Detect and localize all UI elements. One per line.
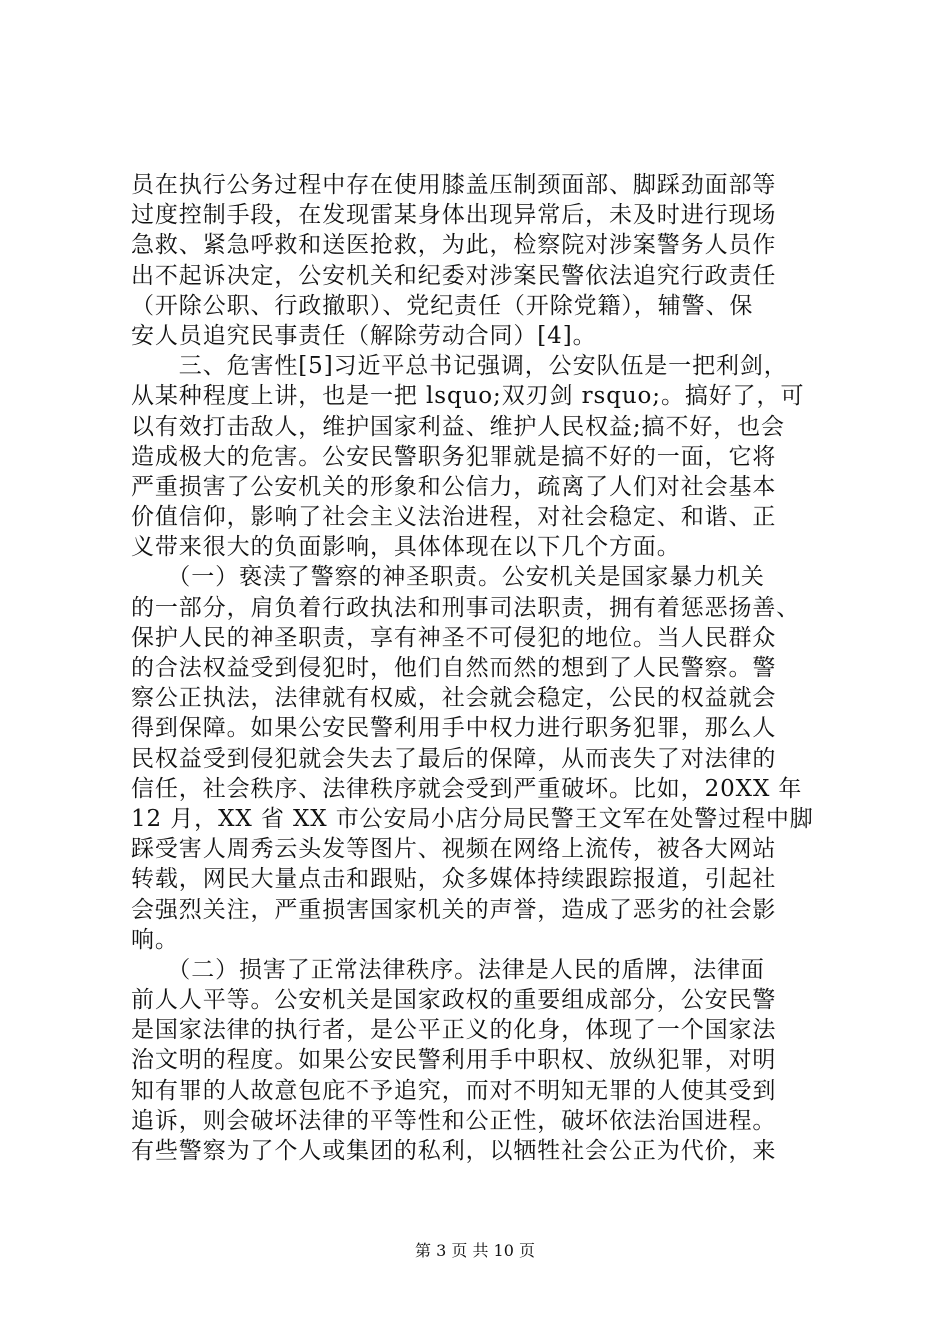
text-line: 得到保障。如果公安民警利用手中权力进行职务犯罪，那么人 [131,715,777,742]
text-line: 严重损害了公安机关的形象和公信力，疏离了人们对社会基本 [131,473,777,500]
text-line: 有些警察为了个人或集团的私利，以牺牲社会公正为代价，来 [131,1138,777,1164]
text-line: 察公正执法，法律就有权威，社会就会稳定，公民的权益就会 [131,685,777,712]
text-line: 响。 [131,926,179,953]
text-line: （开除公职、行政撤职）、党纪责任（开除党籍），辅警、保 [131,292,754,319]
text-line: 急救、紧急呼救和送医抢救，为此，检察院对涉案警务人员作 [131,232,777,259]
text-line: （二）损害了正常法律秩序。法律是人民的盾牌，法律面 [131,956,765,983]
body-text [131,170,831,1166]
text-line: 的合法权益受到侵犯时，他们自然而然的想到了人民警察。警 [131,655,777,681]
text-line: 会强烈关注，严重损害国家机关的声誉，造成了恶劣的社会影 [131,896,777,923]
text-line: 信任，社会秩序、法律秩序就会受到严重破坏。比如，20XX 年 [131,775,803,802]
page-footer: 第 3 页 共 10 页 [415,1241,535,1260]
text-line: 出不起诉决定，公安机关和纪委对涉案民警依法追究行政责任 [131,262,777,289]
text-line: 是国家法律的执行者，是公平正义的化身，体现了一个国家法 [131,1017,777,1044]
text-line: 从某种程度上讲，也是一把 lsquo;双刃剑 rsquo;。搞好了，可 [131,383,805,410]
text-line: 追诉，则会破坏法律的平等性和公正性，破坏依法治国进程。 [131,1107,777,1134]
text-line: 踩受害人周秀云头发等图片、视频在网络上流传，被各大网站 [131,836,777,863]
text-line: 员在执行公务过程中存在使用膝盖压制颈面部、脚踩劲面部等 [131,172,777,198]
text-line: 造成极大的危害。公安民警职务犯罪就是搞不好的一面，它将 [131,443,777,470]
text-line: 过度控制手段，在发现雷某身体出现异常后，未及时进行现场 [131,202,777,229]
text-line: 以有效打击敌人，维护国家利益、维护人民权益;搞不好，也会 [131,413,785,440]
text-line: 前人人平等。公安机关是国家政权的重要组成部分，公安民警 [131,987,777,1014]
text-line: 义带来很大的负面影响，具体体现在以下几个方面。 [131,534,681,561]
text-line: （一）亵渎了警察的神圣职责。公安机关是国家暴力机关 [131,564,765,591]
text-line: 保护人民的神圣职责，享有神圣不可侵犯的地位。当人民群众 [131,624,777,651]
text-line: 知有罪的人故意包庇不予追究，而对不明知无罪的人使其受到 [131,1077,777,1104]
text-line: 安人员追究民事责任（解除劳动合同）[4]。 [131,322,597,349]
text-line: 价值信仰，影响了社会主义法治进程，对社会稳定、和谐、正 [131,504,777,531]
text-line: 12 月，XX 省 XX 市公安局小店分局民警王文军在处警过程中脚 [131,805,814,832]
text-line: 民权益受到侵犯就会失去了最后的保障，从而丧失了对法律的 [131,745,777,772]
text-line: 治文明的程度。如果公安民警利用手中职权、放纵犯罪，对明 [131,1047,777,1074]
text-line: 三、危害性[5]习近平总书记强调，公安队伍是一把利剑， [131,353,788,380]
text-line: 转载，网民大量点击和跟贴，众多媒体持续跟踪报道，引起社 [131,866,777,893]
text-line: 的一部分，肩负着行政执法和刑事司法职责，拥有着惩恶扬善、 [131,594,801,621]
